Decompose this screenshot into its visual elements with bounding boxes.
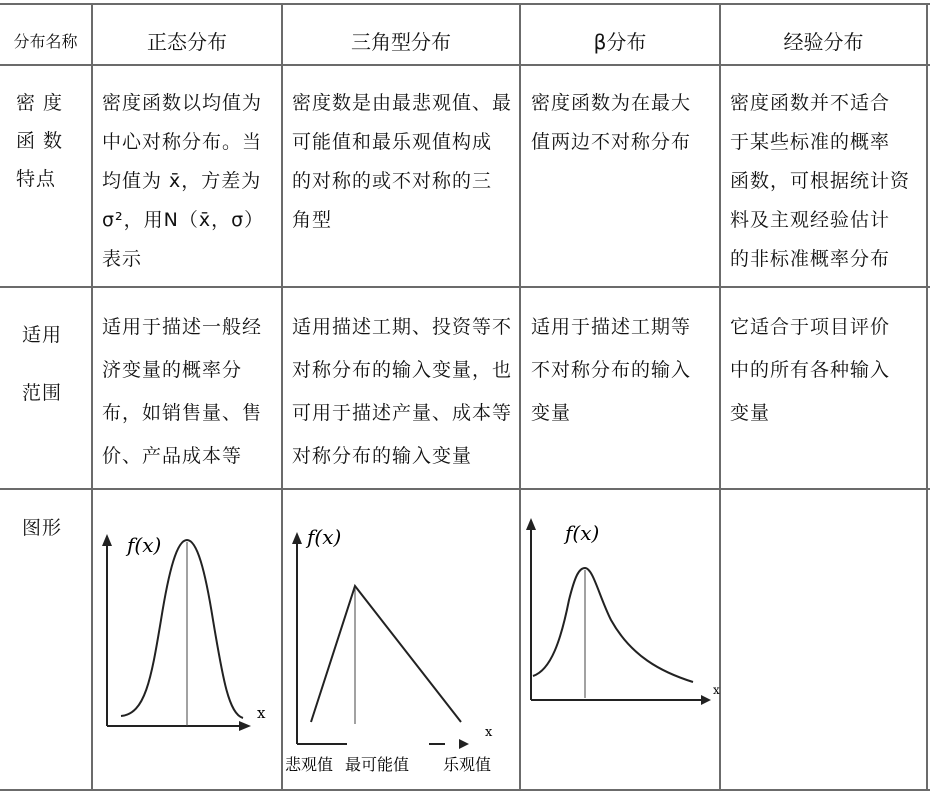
triangle-shape bbox=[311, 586, 461, 722]
cell-beta-scope: 适用于描述工期等 不对称分布的输入 变量 bbox=[531, 316, 692, 424]
optimistic-label: 乐观值 bbox=[443, 755, 492, 774]
x-label: x bbox=[713, 683, 720, 697]
cell-normal-scope: 适用于描述一般经 济变量的概率分 布，如销售量、售 价、产品成本等 bbox=[102, 316, 263, 467]
y-axis-arrow bbox=[102, 534, 112, 546]
row-label-density: 密 度 函 数 特点 bbox=[16, 92, 64, 190]
table-border-top bbox=[0, 3, 930, 5]
cell-empirical-density: 密度函数并不适合 于某些标准的概率 函数，可根据统计资 料及主观经验估计 的非标准概率分布 bbox=[730, 92, 911, 270]
fx-label: f(x) bbox=[565, 521, 600, 545]
table-border-bottom bbox=[0, 789, 930, 791]
row-divider bbox=[0, 286, 930, 288]
triangular-distribution-graph bbox=[283, 500, 519, 788]
cell-triangle-scope: 适用描述工期、投资等不 对称分布的输入变量，也 可用于描述产量、成本等 对称分布的输入变量 bbox=[292, 316, 513, 467]
x-axis-arrow bbox=[239, 721, 251, 731]
row-label-scope: 适用 范围 bbox=[22, 324, 63, 404]
header-triangle: 三角型分布 bbox=[351, 30, 451, 54]
cell-beta-density: 密度函数为在最大 值两边不对称分布 bbox=[531, 92, 692, 153]
row-label-graph: 图形 bbox=[22, 517, 63, 539]
header-empirical: 经验分布 bbox=[783, 30, 864, 54]
cell-normal-density: 密度函数以均值为 中心对称分布。当 均值为 x̄，方差为 σ²，用N（x̄，σ） 表示 bbox=[102, 92, 265, 270]
normal-distribution-graph bbox=[93, 500, 281, 788]
fx-label: f(x) bbox=[307, 525, 342, 549]
most-likely-label: 最可能值 bbox=[345, 755, 410, 774]
header-name: 分布名称 bbox=[13, 32, 78, 51]
normal-curve bbox=[121, 540, 243, 718]
y-axis-arrow bbox=[526, 518, 536, 530]
col-divider bbox=[719, 3, 721, 791]
x-axis-arrow bbox=[701, 695, 711, 705]
header-normal: 正态分布 bbox=[147, 30, 227, 54]
header-beta: β分布 bbox=[593, 30, 647, 54]
beta-distribution-graph bbox=[521, 500, 719, 788]
fx-label: f(x) bbox=[127, 533, 162, 557]
y-axis-arrow bbox=[292, 532, 302, 544]
table-border-right bbox=[926, 3, 928, 791]
pessimistic-label: 悲观值 bbox=[285, 755, 334, 774]
row-divider bbox=[0, 488, 930, 490]
cell-triangle-density: 密度数是由最悲观值、最 可能值和最乐观值构成 的对称的或不对称的三 角型 bbox=[292, 92, 513, 231]
cell-empirical-scope: 它适合于项目评价 中的所有各种输入 变量 bbox=[730, 316, 891, 424]
beta-curve bbox=[533, 568, 693, 682]
x-label: x bbox=[485, 725, 493, 740]
x-label: x bbox=[257, 704, 266, 722]
row-divider bbox=[0, 64, 930, 66]
x-axis-arrow bbox=[459, 739, 469, 749]
